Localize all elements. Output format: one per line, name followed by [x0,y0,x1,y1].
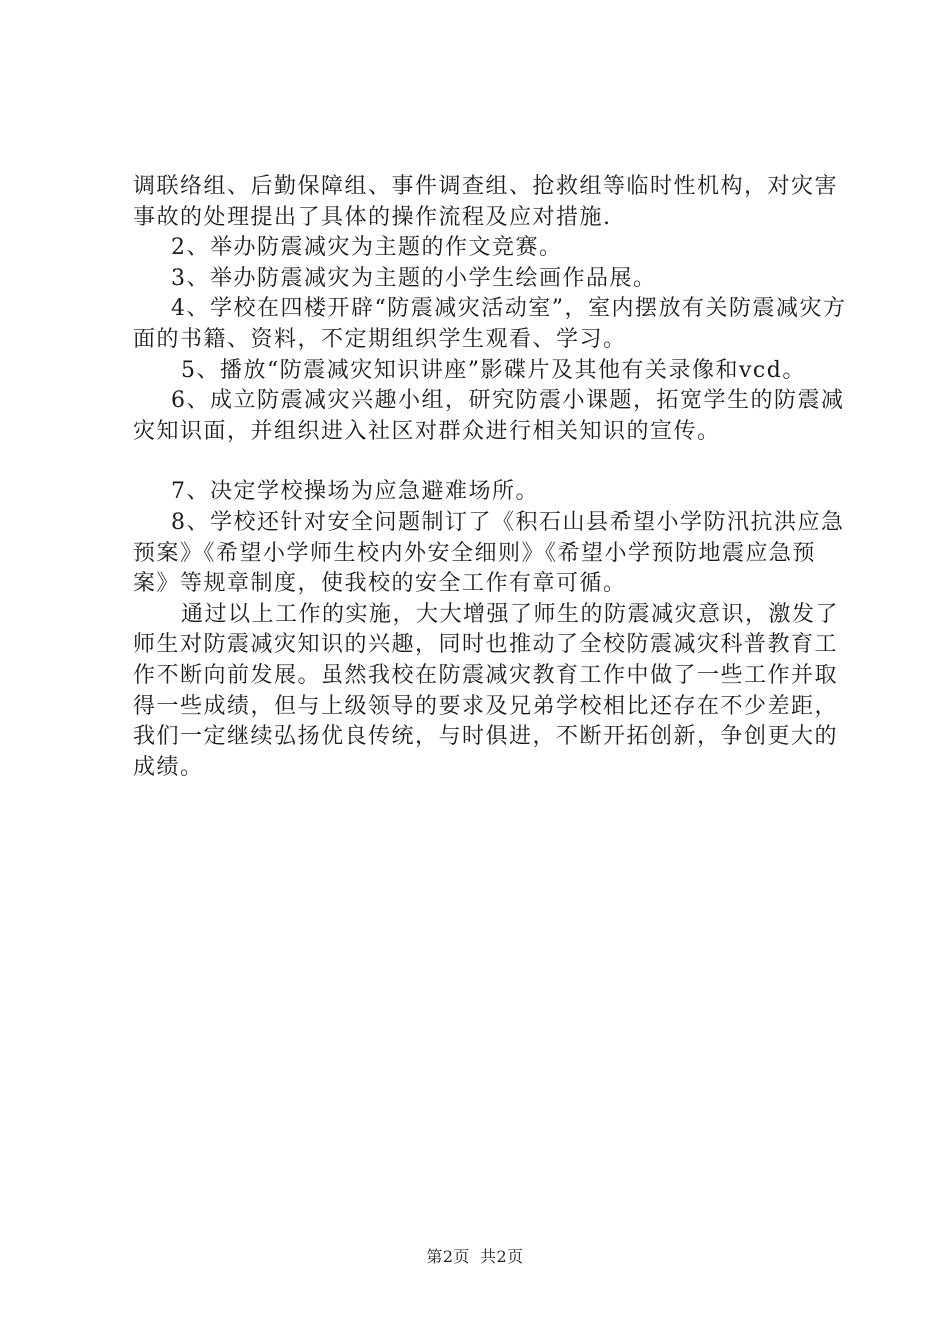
paragraph-item-5: 5、播放“防震减灾知识讲座”影碟片及其他有关录像和vcd。 [181,357,806,383]
paragraph-item-2: 2、举办防震减灾为主题的作文竞赛。 [171,235,563,261]
paragraph-item-8: 8、学校还针对安全问题制订了《积石山县希望小学防汛抗洪应急预案》《希望小学师生校内外安全细则》《希望小学预防地震应急预案》等规章制度，使我校的安全工作有章可循。 [133,509,845,597]
page-number: 第2页 [426,1247,470,1266]
paragraph-item-3: 3、举办防震减灾为主题的小学生绘画作品展。 [171,265,657,291]
page-total: 共2页 [480,1247,524,1266]
document-body [133,172,849,783]
paragraph-item-6: 6、成立防震减灾兴趣小组，研究防震小课题，拓宽学生的防震减灾知识面，并组织进入社区对群众进行相关知识的宣传。 [133,388,845,444]
paragraph-item-7: 7、决定学校操场为应急避难场所。 [171,479,539,505]
page-footer [0,1244,950,1267]
paragraph-continuation: 调联络组、后勤保障组、事件调查组、抢救组等临时性机构，对灾害事故的处理提出了具体的操作流程及应对措施. [133,174,839,230]
paragraph-item-4: 4、学校在四楼开辟“防震减灾活动室”，室内摆放有关防震减灾方面的书籍、资料，不定期组织学生观看、学习。 [133,296,847,352]
paragraph-conclusion: 通过以上工作的实施，大大增强了师生的防震减灾意识，激发了师生对防震减灾知识的兴趣，同时也推动了全校防震减灾科普教育工作不断向前发展。虽然我校在防震减灾教育工作中做了一些工作并取得一些成绩，但与上级领导的要求及兄弟学校相比还存在不少差距，我们一定继续弘扬优良传统，与时俱进，不断开拓创新，争创更大的成绩。 [133,601,840,780]
